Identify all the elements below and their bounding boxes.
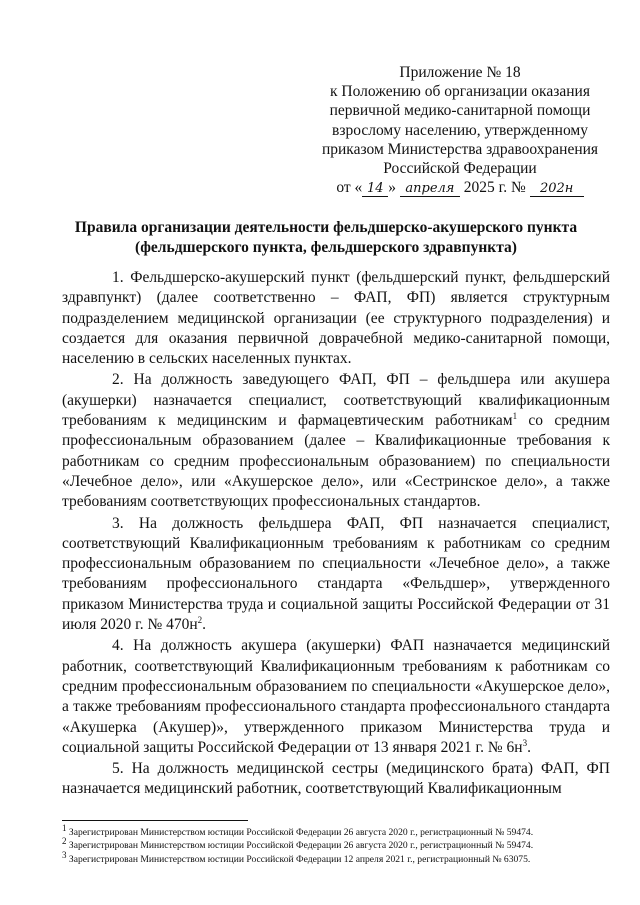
header-line: Российской Федерации	[383, 160, 537, 178]
footnote-2	[62, 836, 610, 852]
document-title	[60, 218, 592, 257]
paragraph-text: 3. На должность фельдшера ФАП, ФП назначается специалист, соответствующий Квалификационным требованиям к работникам со средним профессиональным образованием по специальности «Лечебное дело», а также требованиям профессионального стандарта «Фельдшер», утвержденного приказом Министерства труда и социальной защиты Российской Федерации от 31 июля 2020 г. № 470н	[62, 514, 610, 634]
footnotes	[62, 822, 610, 866]
appendix-header	[300, 63, 620, 197]
paragraph-1: 1. Фельдшерско-акушерский пункт (фельдшерский пункт, фельдшерский здравпункт) (далее соответственно – ФАП, ФП) является структурным подразделением медицинской организации (ее структурного подразделения) и создается для оказания первичной доврачебной медико-санитарной помощи, населению в сельских населенных пунктах.	[62, 269, 610, 368]
title-line: Правила организации деятельности фельдшерско-акушерского пункта	[74, 219, 578, 236]
paragraph-3	[62, 514, 610, 636]
paragraph-5: 5. На должность медицинской сестры (медицинского брата) ФАП, ФП назначается медицинский работник, соответствующий Квалификационным	[62, 760, 610, 798]
header-line: первичной медико-санитарной помощи	[329, 102, 591, 120]
footnote-mark: 2	[62, 836, 67, 847]
paragraph-text: .	[202, 616, 207, 634]
footnote-3	[62, 849, 610, 866]
paragraph-4	[62, 636, 610, 758]
order-date-line	[300, 178, 620, 197]
handwritten-month: апреля	[400, 181, 460, 197]
handwritten-day: 14	[362, 181, 388, 197]
date-year: 2025 г. №	[459, 179, 530, 197]
paragraph-text: 2. На должность заведующего ФАП, ФП – фельдшера или акушера (акушерки) назначается специалист, соответствующий квалификационным требованиям к медицинским и фармацевтическим работникам	[62, 371, 610, 430]
paragraph-2	[62, 370, 610, 512]
date-mid: »	[388, 179, 400, 197]
footnote-mark: 3	[62, 849, 67, 860]
footnote-ref: 2	[197, 614, 203, 625]
document-body	[62, 268, 610, 800]
header-line: взрослому населению, утвержденному	[332, 121, 588, 139]
footnote-divider	[62, 820, 248, 821]
footnote-text: Зарегистрирован Министерством юстиции Российской Федерации 26 августа 2020 г., регистрационный № 59474.	[66, 840, 534, 852]
header-line: к Положению об организации оказания	[330, 83, 590, 101]
footnote-ref: 1	[512, 410, 518, 421]
paragraph-text: 4. На должность акушера (акушерки) ФАП назначается медицинский работник, соответствующий Квалификационным требованиям к работникам со средним профессиональным образованием по специальности «Акушерское дело», а также требованиям профессионального стандарта профессионального стандарта «Акушерка (Акушер)», утвержденного приказом Министерства труда и социальной защиты Российской Федерации от 13 января 2021 г. № 6н	[62, 637, 610, 756]
header-line: приказом Министерства здравоохранения	[321, 140, 599, 158]
handwritten-order-number: 202н	[530, 181, 584, 197]
title-line: (фельдшерского пункта, фельдшерского здравпункта)	[135, 238, 517, 256]
footnote-mark: 1	[62, 822, 67, 833]
footnote-1	[62, 822, 610, 839]
appendix-number: Приложение № 18	[399, 64, 521, 81]
footnote-ref: 3	[522, 737, 528, 748]
paragraph-text: .	[527, 738, 531, 756]
footnote-text: Зарегистрирован Министерством юстиции Российской Федерации 12 апреля 2021 г., регистрационный № 63075.	[66, 853, 531, 865]
date-prefix: от «	[336, 179, 363, 197]
footnote-text: Зарегистрирован Министерством юстиции Российской Федерации 26 августа 2020 г., регистрационный № 59474.	[66, 827, 534, 838]
paragraph-text: со средним профессиональным образованием (далее – Квалификационные требования к работникам со средним профессиональным образованием) по специальности «Лечебное дело», или «Акушерское дело», или «Сестринское дело», а также требованиям соответствующих профессиональных стандартов.	[62, 412, 610, 511]
